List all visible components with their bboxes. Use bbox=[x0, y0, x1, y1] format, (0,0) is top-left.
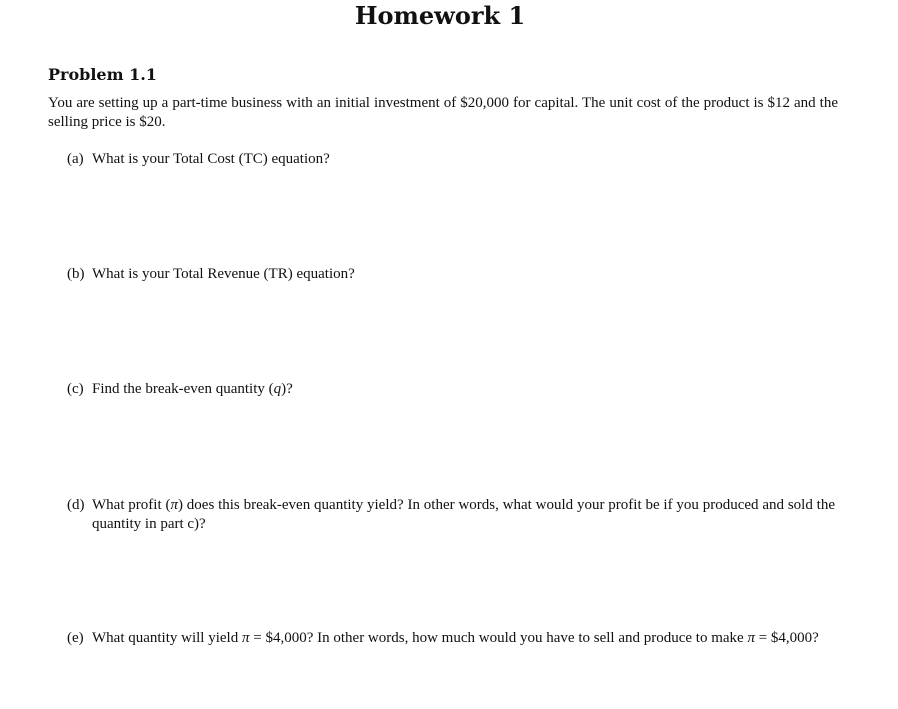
part-question-text bbox=[92, 629, 835, 648]
math-variable: π bbox=[170, 497, 178, 513]
question-part-a bbox=[67, 150, 835, 169]
problem-heading: Problem 1.1 bbox=[48, 65, 157, 84]
question-part-d bbox=[67, 496, 835, 534]
question-text-segment: = $4,000? In other words, how much would you have to sell and produce to make bbox=[249, 630, 748, 646]
part-question-text bbox=[92, 380, 835, 399]
question-part-c bbox=[67, 380, 835, 399]
math-variable: π bbox=[747, 630, 755, 646]
part-marker: (d) bbox=[67, 497, 85, 513]
part-question-text bbox=[92, 496, 835, 534]
question-text-segment: )? bbox=[281, 381, 293, 397]
part-marker: (a) bbox=[67, 151, 84, 167]
part-question-text: What is your Total Cost (TC) equation? bbox=[92, 151, 330, 167]
question-text-segment: What profit ( bbox=[92, 497, 171, 513]
part-marker: (c) bbox=[67, 381, 84, 397]
math-variable: q bbox=[273, 381, 282, 397]
question-part-b bbox=[67, 265, 835, 284]
document-title: Homework 1 bbox=[354, 1, 526, 30]
math-variable: π bbox=[241, 630, 250, 646]
question-text-segment: ) does this break-even quantity yield? In other words, what would your profit be if you produced and sold the quantity in part c)? bbox=[92, 497, 835, 532]
problem-statement: You are setting up a part-time business with an initial investment of $20,000 for capital. The unit cost of the product is $12 and the selling price is $20. bbox=[48, 95, 838, 130]
part-marker: (b) bbox=[67, 266, 85, 282]
question-text-segment: Find the break-even quantity ( bbox=[92, 381, 274, 397]
question-text-segment: What quantity will yield bbox=[92, 630, 242, 646]
question-part-e bbox=[67, 629, 835, 648]
question-text-segment: = $4,000? bbox=[754, 630, 819, 646]
part-marker: (e) bbox=[67, 630, 84, 646]
part-question-text: What is your Total Revenue (TR) equation? bbox=[92, 266, 355, 282]
